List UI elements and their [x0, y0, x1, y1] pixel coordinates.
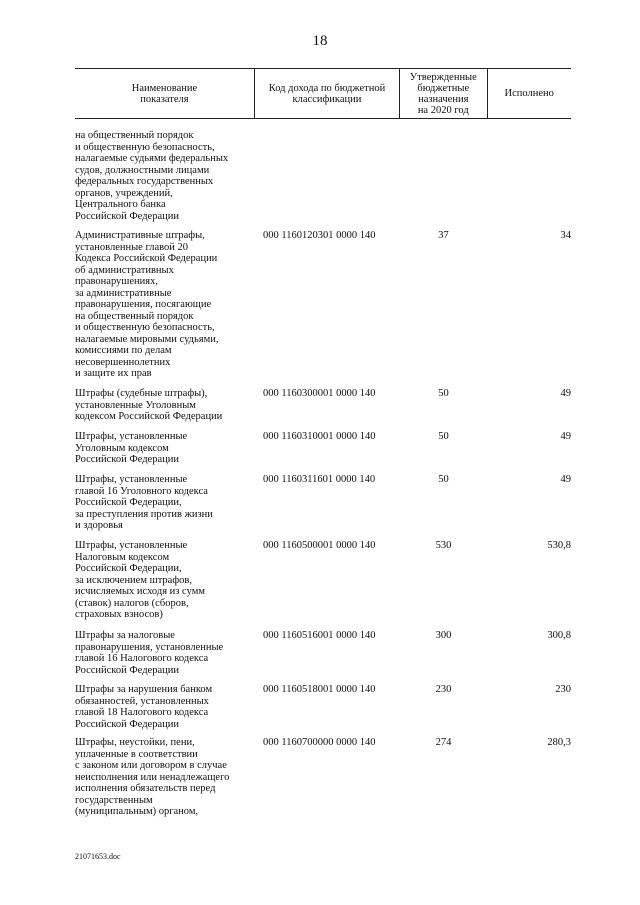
row-executed: 280,3	[547, 737, 571, 748]
header-code: Код дохода по бюджетной классификации	[254, 69, 399, 118]
row-executed: 530,8	[547, 540, 571, 551]
row-code: 000 1160311601 0000 140	[263, 474, 376, 485]
header-approved: Утвержденные бюджетные назначения на 2020 год	[399, 69, 486, 118]
row-executed: 49	[560, 431, 571, 442]
page-number: 18	[312, 33, 328, 49]
row-approved: 37	[438, 230, 449, 241]
row-executed: 49	[560, 474, 571, 485]
row-code: 000 1160500001 0000 140	[263, 540, 376, 551]
row-approved: 300	[435, 630, 452, 641]
row-approved: 274	[435, 737, 452, 748]
row-approved: 50	[438, 474, 449, 485]
row-name: Штрафы за налоговые правонарушения, установленные главой 16 Налогового кодекса Российской Федерации	[75, 630, 224, 676]
row-name: Штрафы за нарушения банком обязанностей, установленных главой 18 Налогового кодекса Российской Федерации	[75, 684, 213, 730]
row-approved: 530	[435, 540, 452, 551]
header-executed: Исполнено	[487, 69, 571, 118]
row-name: Штрафы (судебные штрафы), установленные Уголовным кодексом Российской Федерации	[75, 388, 223, 422]
row-executed: 34	[560, 230, 571, 241]
row-code: 000 1160300001 0000 140	[263, 388, 376, 399]
budget-table	[75, 68, 571, 817]
row-approved: 50	[438, 388, 449, 399]
row-name: Штрафы, неустойки, пени, уплаченные в соответствии с законом или договором в случае неисполнения или ненадлежащего исполнения обязательств перед государственным (муниципальным) органом,	[75, 737, 230, 817]
row-code: 000 1160518001 0000 140	[263, 684, 376, 695]
row-name: Административные штрафы, установленные главой 20 Кодекса Российской Федерации об административных правонарушениях, за административные правонарушения, посягающие на общественный порядок и общественную безопасность, налагаемые мировыми судьями, комиссиями по делам несовершеннолетних и защите их прав	[75, 230, 219, 379]
row-code: 000 1160120301 0000 140	[263, 230, 376, 241]
document-id: 21071653.doc	[75, 852, 121, 861]
row-code: 000 1160516001 0000 140	[263, 630, 376, 641]
row-approved: 230	[435, 684, 452, 695]
row-name: Штрафы, установленные главой 16 Уголовного кодекса Российской Федерации, за преступления против жизни и здоровья	[75, 474, 213, 531]
row-name: Штрафы, установленные Уголовным кодексом Российской Федерации	[75, 431, 188, 465]
row-executed: 49	[560, 388, 571, 399]
header-name: Наименование показателя	[131, 82, 198, 105]
row-code: 000 1160310001 0000 140	[263, 431, 376, 442]
row-executed: 230	[555, 684, 571, 695]
row-executed: 300,8	[547, 630, 571, 641]
table-header	[75, 68, 571, 119]
row-name: на общественный порядок и общественную безопасность, налагаемые судьями федеральных судов, должностными лицами федеральных государственных органов, учреждений, Центрального банка Российской Федерации	[75, 130, 229, 222]
row-code: 000 1160700000 0000 140	[263, 737, 376, 748]
row-name: Штрафы, установленные Налоговым кодексом Российской Федерации, за исключением штрафов, исчисляемых исходя из сумм (ставок) налогов (сборов, страховых взносов)	[75, 540, 205, 620]
row-approved: 50	[438, 431, 449, 442]
